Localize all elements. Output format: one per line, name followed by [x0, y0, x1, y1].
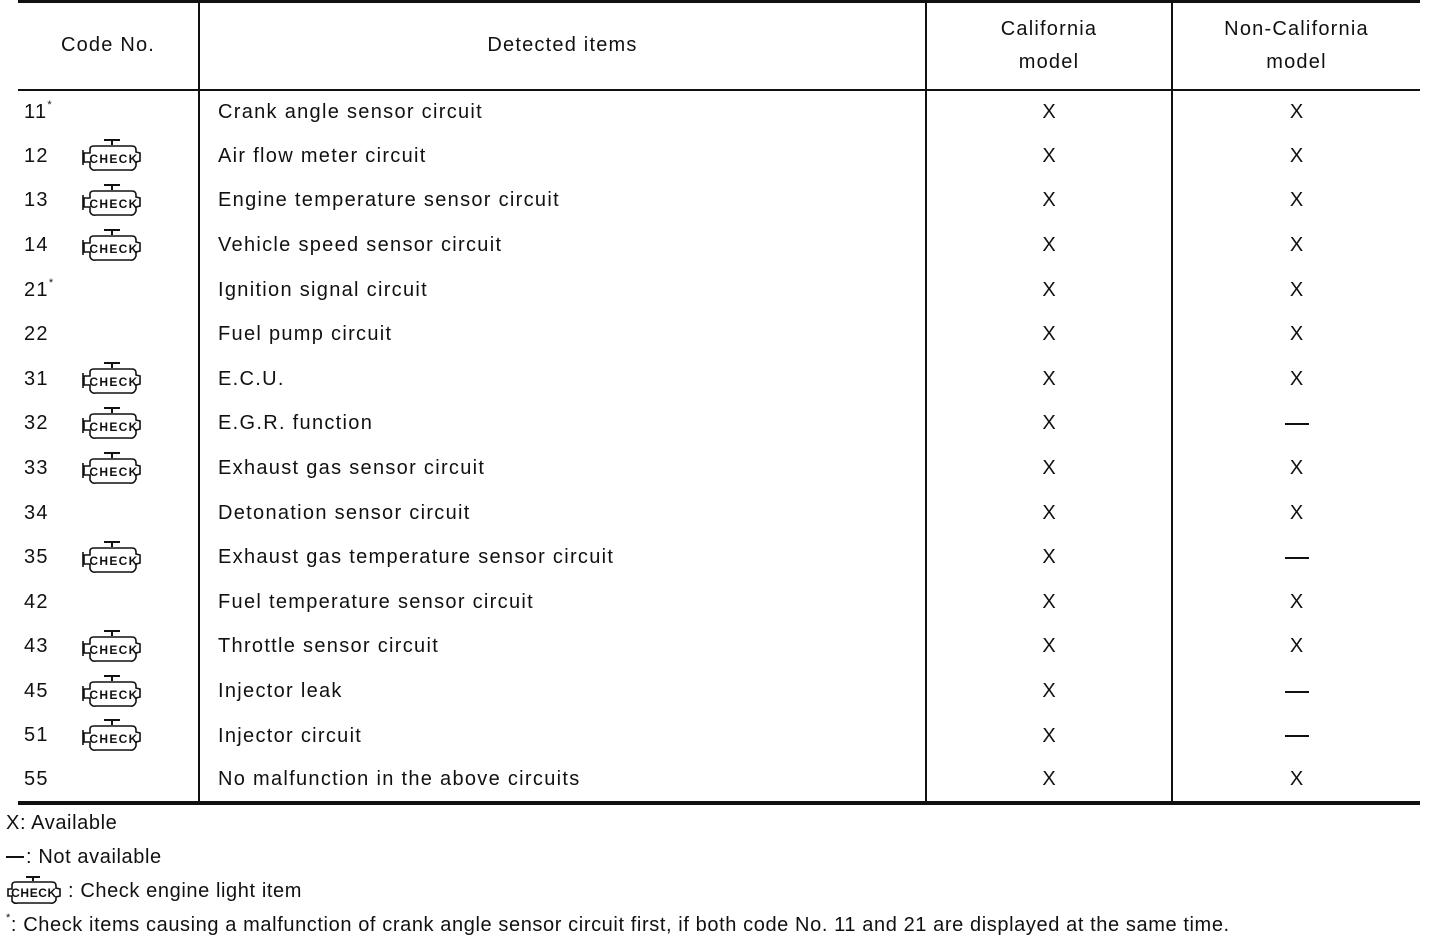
code-number [24, 457, 80, 480]
detected-item: E.G.R. function [199, 402, 926, 447]
code-number [24, 724, 80, 747]
not-available-mark [1285, 423, 1309, 425]
header-detected-items-label: Detected items [487, 34, 638, 57]
california-availability [926, 669, 1172, 714]
legend-check-engine [6, 874, 1426, 908]
non-california-availability [1172, 491, 1420, 536]
available-mark: X [1042, 367, 1056, 390]
code-cell [18, 268, 199, 313]
code-cell [18, 625, 199, 670]
california-availability [926, 625, 1172, 670]
code-number [24, 145, 80, 168]
not-available-mark [1285, 735, 1309, 737]
available-mark: X [1289, 367, 1304, 390]
table-row [18, 580, 1420, 625]
legend [6, 806, 1426, 942]
detected-item: Vehicle speed sensor circuit [199, 223, 926, 268]
header-california-model [926, 2, 1172, 90]
code-number-text: 32 [24, 412, 49, 435]
code-cell [18, 402, 199, 447]
california-availability [926, 446, 1172, 491]
california-availability [926, 357, 1172, 402]
header-california-line1: California [1000, 17, 1098, 40]
svg-text:CHECK: CHECK [89, 642, 139, 657]
dash-mark [6, 856, 24, 858]
code-cell [18, 90, 199, 135]
code-number-text: 22 [24, 323, 49, 346]
code-cell [18, 714, 199, 759]
legend-footnote-text: : Check items causing a malfunction of crank angle sensor circuit first, if both code No. 11 and 21 are displayed at the same time. [10, 914, 1230, 936]
available-mark: X [1289, 278, 1304, 301]
svg-text:CHECK: CHECK [89, 732, 139, 747]
available-mark: X [1289, 590, 1304, 613]
not-available-mark [1285, 691, 1309, 693]
svg-text:CHECK: CHECK [89, 687, 139, 702]
code-number-text: 51 [24, 724, 49, 747]
legend-footnote [6, 908, 1426, 942]
svg-text:CHECK: CHECK [89, 152, 139, 167]
california-availability [926, 714, 1172, 759]
detected-item: Injector circuit [199, 714, 926, 759]
code-number-text: 34 [24, 501, 49, 524]
header-non-california-line2: model [1266, 50, 1327, 73]
detected-item: Exhaust gas temperature sensor circuit [199, 535, 926, 580]
detected-item: Engine temperature sensor circuit [199, 179, 926, 224]
code-number-text: 33 [24, 456, 49, 479]
detected-item: Air flow meter circuit [199, 134, 926, 179]
check-engine-icon [80, 672, 144, 712]
available-mark: X [1289, 100, 1304, 123]
code-cell [18, 357, 199, 402]
non-california-availability [1172, 758, 1420, 803]
non-california-availability [1172, 714, 1420, 759]
footnote-star: * [48, 276, 55, 289]
code-cell [18, 312, 199, 357]
code-number-text: 14 [24, 233, 49, 256]
code-cell [18, 580, 199, 625]
header-code-no-label: Code No. [60, 34, 156, 57]
available-mark: X [1042, 189, 1056, 212]
svg-text:CHECK: CHECK [89, 464, 139, 479]
non-california-availability [1172, 90, 1420, 135]
available-mark: X [1289, 234, 1304, 257]
code-cell [18, 446, 199, 491]
non-california-availability [1172, 669, 1420, 714]
check-engine-icon [80, 136, 144, 176]
table-row [18, 535, 1420, 580]
available-mark: X [1042, 768, 1056, 791]
check-engine-icon [80, 359, 144, 399]
code-cell [18, 491, 199, 536]
detected-item: Crank angle sensor circuit [199, 90, 926, 135]
table-row [18, 134, 1420, 179]
detected-item: Ignition signal circuit [199, 268, 926, 313]
code-number-text: 12 [24, 144, 49, 167]
code-number-text: 43 [24, 635, 49, 658]
svg-text:CHECK: CHECK [11, 886, 57, 900]
available-mark: X [1042, 635, 1056, 658]
check-engine-icon [80, 538, 144, 578]
code-cell [18, 535, 199, 580]
legend-check-engine-text: : Check engine light item [68, 880, 303, 902]
code-number [24, 546, 80, 569]
california-availability [926, 312, 1172, 357]
california-availability [926, 134, 1172, 179]
california-availability [926, 268, 1172, 313]
code-cell [18, 134, 199, 179]
table-row [18, 402, 1420, 447]
california-availability [926, 179, 1172, 224]
code-number [24, 98, 80, 124]
detected-item: Injector leak [199, 669, 926, 714]
california-availability [926, 90, 1172, 135]
available-mark: X [1042, 100, 1056, 123]
code-number-text: 55 [24, 768, 49, 791]
california-availability [926, 223, 1172, 268]
diagnostic-code-table-container [18, 0, 1420, 805]
svg-text:CHECK: CHECK [89, 375, 139, 390]
code-number-text: 21 [24, 278, 49, 301]
detected-item: Fuel pump circuit [199, 312, 926, 357]
code-number-text: 13 [24, 189, 49, 212]
table-row [18, 714, 1420, 759]
available-mark: X [1289, 635, 1304, 658]
detected-item: Fuel temperature sensor circuit [199, 580, 926, 625]
available-mark: X [1289, 189, 1304, 212]
detected-item: Throttle sensor circuit [199, 625, 926, 670]
available-mark: X [1289, 144, 1304, 167]
available-mark: X [1042, 724, 1056, 747]
code-number [24, 635, 80, 658]
non-california-availability [1172, 446, 1420, 491]
legend-available-text: X: Available [6, 812, 118, 834]
svg-text:CHECK: CHECK [89, 553, 139, 568]
legend-available [6, 806, 1426, 840]
code-cell [18, 179, 199, 224]
svg-text:CHECK: CHECK [89, 419, 139, 434]
non-california-availability [1172, 134, 1420, 179]
non-california-availability [1172, 223, 1420, 268]
table-row [18, 268, 1420, 313]
code-number [24, 368, 80, 391]
code-number [24, 276, 80, 302]
code-number-text: 45 [24, 679, 49, 702]
header-detected-items [199, 2, 926, 90]
footnote-star: * [6, 912, 11, 924]
non-california-availability [1172, 580, 1420, 625]
available-mark: X [1042, 680, 1056, 703]
check-engine-icon [80, 226, 144, 266]
table-body [18, 90, 1420, 804]
table-row [18, 312, 1420, 357]
available-mark: X [1042, 501, 1056, 524]
available-mark: X [1289, 323, 1304, 346]
available-mark: X [1289, 457, 1304, 480]
legend-not-available [6, 840, 1426, 874]
code-cell [18, 223, 199, 268]
header-code-no [18, 2, 199, 90]
table-row [18, 90, 1420, 135]
header-non-california-line1: Non-California [1224, 17, 1369, 40]
code-number-text: 11 [24, 100, 48, 123]
table-row [18, 223, 1420, 268]
check-engine-icon [6, 874, 62, 908]
table-row [18, 179, 1420, 224]
code-number [24, 323, 80, 346]
table-row [18, 357, 1420, 402]
available-mark: X [1042, 457, 1056, 480]
check-engine-icon [80, 716, 144, 756]
table-header-row [18, 2, 1420, 90]
california-availability [926, 758, 1172, 803]
non-california-availability [1172, 402, 1420, 447]
non-california-availability [1172, 179, 1420, 224]
check-engine-icon [80, 404, 144, 444]
code-number [24, 234, 80, 257]
code-number [24, 591, 80, 614]
check-engine-icon [80, 181, 144, 221]
available-mark: X [1042, 590, 1056, 613]
non-california-availability [1172, 357, 1420, 402]
footnote-star: * [47, 98, 53, 111]
table-row [18, 446, 1420, 491]
non-california-availability [1172, 268, 1420, 313]
check-engine-icon [80, 449, 144, 489]
california-availability [926, 580, 1172, 625]
available-mark: X [1042, 412, 1056, 435]
code-number [24, 768, 80, 791]
california-availability [926, 535, 1172, 580]
code-cell [18, 758, 199, 803]
detected-item: Exhaust gas sensor circuit [199, 446, 926, 491]
check-engine-icon [80, 627, 144, 667]
code-cell [18, 669, 199, 714]
non-california-availability [1172, 625, 1420, 670]
table-row [18, 625, 1420, 670]
code-number [24, 502, 80, 525]
code-number [24, 412, 80, 435]
detected-item: E.C.U. [199, 357, 926, 402]
code-number-text: 31 [24, 367, 49, 390]
diagnostic-code-table [18, 0, 1420, 805]
detected-item: Detonation sensor circuit [199, 491, 926, 536]
available-mark: X [1042, 234, 1056, 257]
header-california-line2: model [1018, 50, 1080, 73]
detected-item: No malfunction in the above circuits [199, 758, 926, 803]
svg-text:CHECK: CHECK [89, 241, 139, 256]
code-number-text: 35 [24, 546, 49, 569]
available-mark: X [1042, 144, 1056, 167]
table-row [18, 758, 1420, 803]
available-mark: X [1042, 323, 1056, 346]
svg-text:CHECK: CHECK [89, 196, 139, 211]
header-non-california-model [1172, 2, 1420, 90]
code-number-text: 42 [24, 590, 49, 613]
available-mark: X [1042, 278, 1056, 301]
california-availability [926, 402, 1172, 447]
code-number [24, 189, 80, 212]
not-available-mark [1285, 557, 1309, 559]
table-row [18, 491, 1420, 536]
code-number [24, 680, 80, 703]
california-availability [926, 491, 1172, 536]
non-california-availability [1172, 312, 1420, 357]
available-mark: X [1289, 768, 1304, 791]
legend-not-available-text: : Not available [26, 846, 162, 868]
table-row [18, 669, 1420, 714]
available-mark: X [1289, 501, 1304, 524]
available-mark: X [1042, 546, 1056, 569]
non-california-availability [1172, 535, 1420, 580]
